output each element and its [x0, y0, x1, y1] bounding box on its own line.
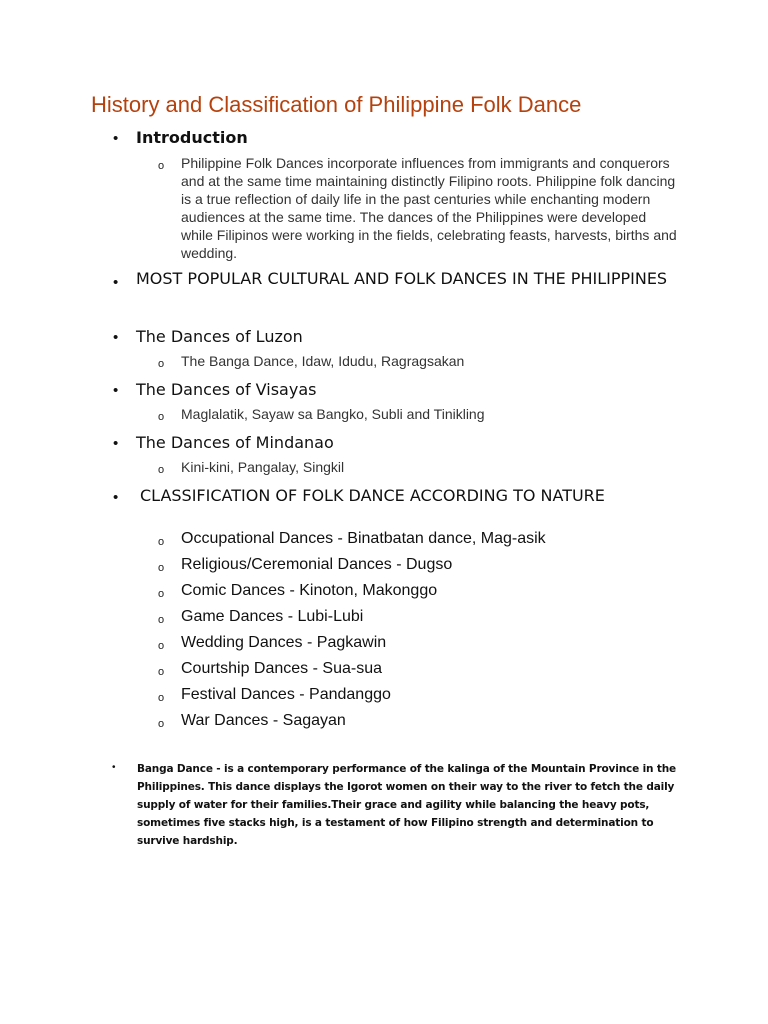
bullet-icon: • [113, 435, 119, 452]
luzon-heading: The Dances of Luzon [136, 327, 303, 346]
sub-bullet-icon: o [158, 640, 165, 652]
visayas-heading: The Dances of Visayas [136, 380, 317, 399]
bullet-icon: • [113, 382, 119, 399]
mindanao-heading: The Dances of Mindanao [136, 433, 334, 452]
sub-bullet-icon: o [158, 464, 165, 476]
sub-bullet-icon: o [158, 614, 165, 626]
introduction-text: Philippine Folk Dances incorporate influences from immigrants and conquerors and at the same time maintaining distinctly Filipino roots. Philippine folk dancing is a true reflection of daily life in the past centuries while enchanting modern audiences at the same time. The dances of the Philippines were developed while Filipinos were working in the fields, celebrating feasts, harvests, births and wedding. [181, 155, 677, 261]
popular-dances-heading: MOST POPULAR CULTURAL AND FOLK DANCES IN THE PHILIPPINES [136, 269, 668, 288]
sub-bullet-icon: o [158, 666, 165, 678]
sub-bullet-icon: o [158, 692, 165, 704]
banga-dance-label: Banga Dance [137, 763, 213, 775]
mindanao-dances: Kini-kini, Pangalay, Singkil [181, 459, 345, 475]
page-title: History and Classification of Philippine Folk Dance [91, 92, 582, 117]
banga-dance-note [137, 760, 682, 850]
sub-bullet-icon: o [158, 411, 165, 423]
sub-bullet-icon: o [158, 358, 165, 370]
introduction-heading: Introduction [136, 128, 248, 147]
bullet-icon: • [113, 489, 119, 506]
classification-item: Religious/Ceremonial Dances - Dugso [181, 556, 453, 573]
classification-item: Comic Dances - Kinoton, Makonggo [181, 582, 438, 599]
sub-bullet-icon: o [158, 536, 165, 548]
classification-item: Courtship Dances - Sua-sua [181, 660, 382, 677]
sub-bullet-icon: o [158, 562, 165, 574]
classification-item: War Dances - Sagayan [181, 712, 346, 729]
sub-bullet-icon: o [158, 160, 165, 172]
classification-heading: CLASSIFICATION OF FOLK DANCE ACCORDING TO NATURE [140, 486, 605, 505]
classification-item: Occupational Dances - Binatbatan dance, Mag-asik [181, 530, 546, 547]
bullet-icon: • [112, 762, 116, 773]
classification-item: Wedding Dances - Pagkawin [181, 634, 387, 651]
banga-dance-description: - is a contemporary performance of the kalinga of the Mountain Province in the Philippines. This dance displays the Igorot women on their way to the river to fetch the daily supply of water for their families.Their grace and agility while balancing the heavy pots, sometimes five stacks high, is a testament of how Filipino strength and determination to survive hardship. [137, 763, 677, 847]
bullet-icon: • [113, 274, 119, 291]
bullet-icon: • [113, 130, 119, 147]
classification-item: Festival Dances - Pandanggo [181, 686, 391, 703]
visayas-dances: Maglalatik, Sayaw sa Bangko, Subli and Tinikling [181, 406, 485, 422]
sub-bullet-icon: o [158, 718, 165, 730]
classification-item: Game Dances - Lubi-Lubi [181, 608, 364, 625]
bullet-icon: • [113, 329, 119, 346]
luzon-dances: The Banga Dance, Idaw, Idudu, Ragragsakan [181, 353, 465, 369]
sub-bullet-icon: o [158, 588, 165, 600]
